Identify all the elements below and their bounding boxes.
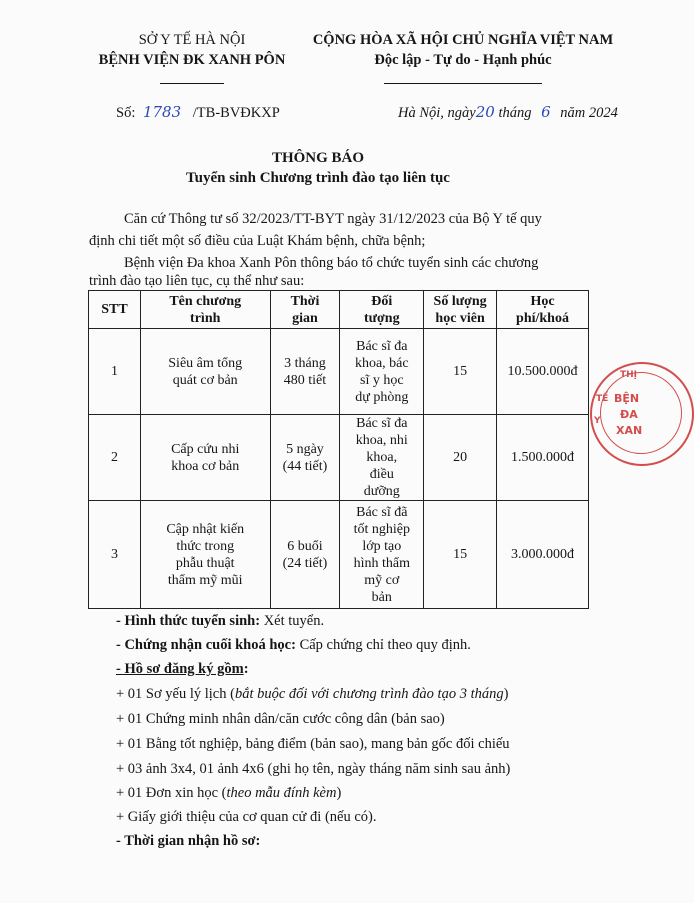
header-fee: Học phí/khoá xyxy=(497,291,589,329)
table-header-row xyxy=(89,291,589,329)
header-name: Tên chương trình xyxy=(140,291,270,329)
admission-method-value: Xét tuyển. xyxy=(263,613,325,629)
list-item-text: + Giấy giới thiệu của cơ quan cử đi (nếu có). xyxy=(116,809,377,825)
admission-method xyxy=(116,613,324,630)
cell-name: Cập nhật kiến thức trong phẫu thuật thẩm mỹ mũi xyxy=(140,501,270,609)
cell-count: 20 xyxy=(424,415,497,501)
header-stt: STT xyxy=(89,291,141,329)
cell-stt: 2 xyxy=(89,415,141,501)
submission-time-label: - Thời gian nhận hồ sơ: xyxy=(116,833,261,849)
list-item xyxy=(116,686,508,703)
list-item-text: + 01 Chứng minh nhân dân/căn cước công dân (bản sao) xyxy=(116,711,445,727)
cell-duration: 3 tháng 480 tiết xyxy=(270,329,340,415)
dossier-label: - Hồ sơ đăng ký gồm xyxy=(116,661,244,677)
cell-target: Bác sĩ đã tốt nghiệp lớp tạo hình thẩm mỹ cơ bản xyxy=(340,501,424,609)
org-underline-wrap xyxy=(92,70,292,74)
list-item-italic: bắt buộc đối với chương trình đào tạo 3 tháng xyxy=(234,686,504,702)
cell-duration: 5 ngày (44 tiết) xyxy=(270,415,340,501)
intro-p1-line2: định chi tiết một số điều của Luật Khám bệnh, chữa bệnh; xyxy=(89,233,426,249)
cell-fee: 3.000.000đ xyxy=(497,501,589,609)
cell-stt: 3 xyxy=(89,501,141,609)
list-item-tail: ) xyxy=(336,785,342,801)
doc-no-handwritten: 1783 xyxy=(142,103,182,121)
stamp-text-top: THỊ xyxy=(620,370,638,380)
list-item-text: + 01 Sơ yếu lý lịch ( xyxy=(116,686,235,702)
list-item xyxy=(116,711,445,728)
cell-name: Siêu âm tổng quát cơ bản xyxy=(140,329,270,415)
org-parent: SỞ Y TẾ HÀ NỘI xyxy=(138,32,246,48)
notice-subtitle: Tuyển sinh Chương trình đào tạo liên tục xyxy=(186,170,450,186)
cell-fee: 1.500.000đ xyxy=(497,415,589,501)
document-number xyxy=(116,103,280,122)
cell-duration: 6 buổi (24 tiết) xyxy=(270,501,340,609)
header-count: Số lượng học viên xyxy=(424,291,497,329)
date-month: 6 xyxy=(541,103,551,121)
country-name: CỘNG HÒA XÃ HỘI CHỦ NGHĨA VIỆT NAM xyxy=(312,32,614,48)
doc-no-suffix: /TB-BVĐKXP xyxy=(192,105,280,121)
stamp-inner-ring xyxy=(600,372,682,454)
notice-title: THÔNG BÁO xyxy=(271,150,365,166)
cell-stt: 1 xyxy=(89,329,141,415)
stamp-text-mid2: ĐA xyxy=(620,408,638,421)
stamp-text-side: TẾ xyxy=(596,394,609,404)
list-item xyxy=(116,809,376,826)
header-target: Đối tượng xyxy=(340,291,424,329)
header-duration: Thời gian xyxy=(270,291,340,329)
cell-name: Cấp cứu nhi khoa cơ bản xyxy=(140,415,270,501)
cell-target: Bác sĩ đa khoa, nhi khoa, điều dưỡng xyxy=(340,415,424,501)
date-month-label: tháng xyxy=(498,105,532,121)
national-header-block xyxy=(310,30,616,74)
list-item xyxy=(116,736,510,753)
motto-underline-wrap xyxy=(310,70,616,74)
intro-p1-line1: Căn cứ Thông tư số 32/2023/TT-BYT ngày 31/12/2023 của Bộ Y tế quy xyxy=(124,211,542,227)
cell-count: 15 xyxy=(424,501,497,609)
list-item xyxy=(116,785,341,802)
dossier-heading xyxy=(116,661,249,678)
table-row xyxy=(89,329,589,415)
cell-count: 15 xyxy=(424,329,497,415)
dossier-colon: : xyxy=(243,661,249,677)
date-year: năm 2024 xyxy=(560,105,618,121)
issuing-org-block xyxy=(92,30,292,74)
stamp-text-mid3: XAN xyxy=(616,424,643,437)
list-item xyxy=(116,761,510,778)
stamp-text-side2: Y xyxy=(594,416,601,426)
intro-p2-line1: Bệnh viện Đa khoa Xanh Pôn thông báo tổ chức tuyển sinh các chương xyxy=(124,255,539,271)
doc-no-label: Số: xyxy=(116,105,136,121)
cell-target: Bác sĩ đa khoa, bác sĩ y học dự phòng xyxy=(340,329,424,415)
completion-cert-label: - Chứng nhận cuối khoá học: xyxy=(116,637,296,653)
motto-underline xyxy=(384,83,542,84)
list-item-text: + 03 ảnh 3x4, 01 ảnh 4x6 (ghi họ tên, ngày tháng năm sinh sau ảnh) xyxy=(116,761,511,777)
completion-cert-value: Cấp chứng chỉ theo quy định. xyxy=(299,637,471,653)
national-motto: Độc lập - Tự do - Hạnh phúc xyxy=(374,52,552,68)
stamp-text-mid1: BỆN xyxy=(614,392,640,405)
date-place: Hà Nội, ngày xyxy=(398,105,476,121)
table-row xyxy=(89,415,589,501)
table-row xyxy=(89,501,589,609)
completion-cert xyxy=(116,637,471,654)
cell-fee: 10.500.000đ xyxy=(497,329,589,415)
date-day: 20 xyxy=(475,103,495,121)
official-stamp xyxy=(590,362,694,466)
programs-table xyxy=(88,290,589,609)
org-underline xyxy=(160,83,224,84)
list-item-text: + 01 Đơn xin học ( xyxy=(116,785,227,801)
admission-method-label: - Hình thức tuyển sinh: xyxy=(116,613,261,629)
list-item-italic: theo mẫu đính kèm xyxy=(226,785,337,801)
org-name: BỆNH VIỆN ĐK XANH PÔN xyxy=(98,52,286,68)
list-item-text: + 01 Bằng tốt nghiệp, bảng điểm (bản sao), mang bản gốc đối chiếu xyxy=(116,736,510,752)
document-date xyxy=(398,103,618,122)
intro-p2-line2: trình đào tạo liên tục, cụ thể như sau: xyxy=(89,273,305,289)
list-item-tail: ) xyxy=(503,686,509,702)
